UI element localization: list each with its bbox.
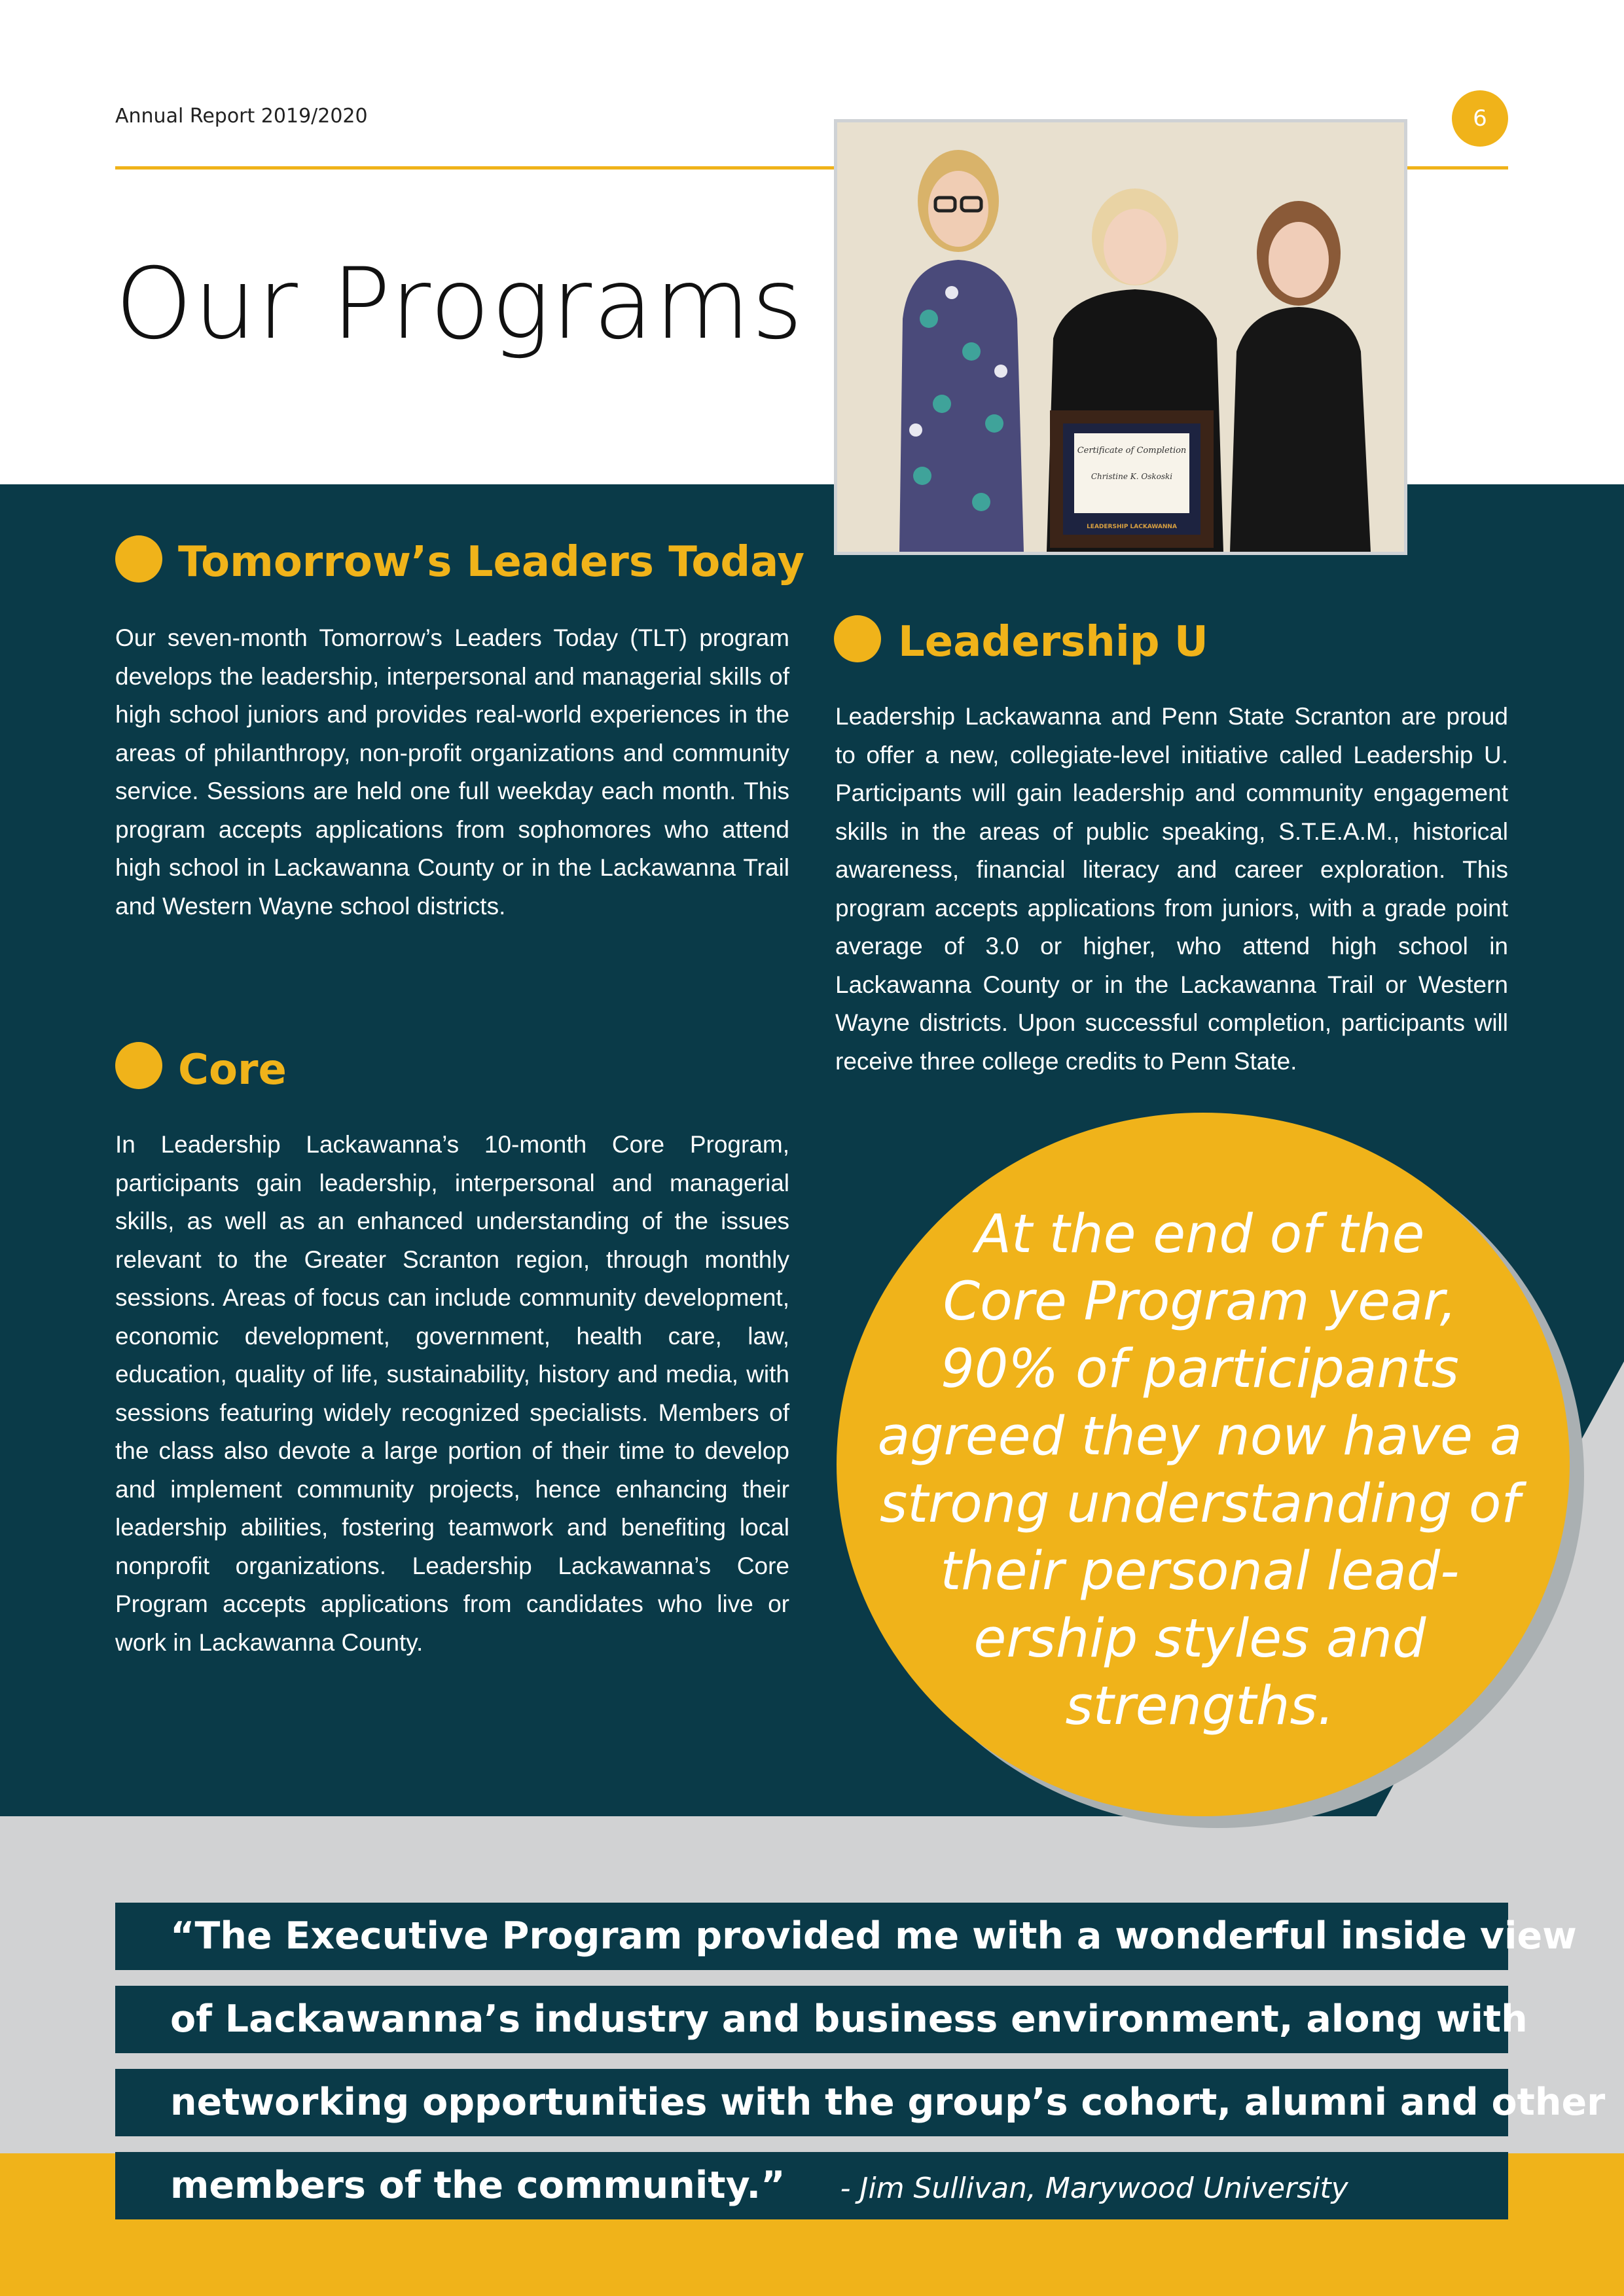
header-rule-left <box>115 166 835 170</box>
quote-attribution: - Jim Sullivan, Marywood University <box>840 2172 1348 2205</box>
callout-line: their personal lead- <box>940 1541 1460 1602</box>
leadership-u-title: Leadership U <box>898 618 1208 666</box>
certificate-name: Christine K. Oskoski <box>1091 472 1173 481</box>
header-rule-right <box>1401 166 1508 170</box>
core-bullet <box>115 1042 162 1089</box>
leadership-u-bullet <box>834 615 881 662</box>
certificate-title: Certificate of Completion <box>1077 446 1187 456</box>
quote-line: networking opportunities with the group’s cohort, alumni and other <box>170 2081 1606 2124</box>
core-body: In Leadership Lackawanna’s 10-month Core Program, participants gain leadership, interpersonal and managerial skills, as well as an enhanced understanding of the issues relevant to the Greater Scranton region, through monthly sessions. Areas of focus can include community development, economic development, government, health care, law, education, quality of life, sustainability, history and media, with sessions featuring widely recognized specialists. Members of the class also devote a large portion of their time to develop and implement community projects, hence enhancing their leadership abilities, fostering teamwork and benefiting local nonprofit organizations. Leadership Lackawanna’s Core Program accepts applications from candidates who live or work in Lackawanna County. <box>115 1131 789 1656</box>
page-number <box>1452 90 1508 147</box>
leadership-u-body: Leadership Lackawanna and Penn State Scranton are proud to offer a new, collegiate-level initiative called Leadership U. Participants will gain leadership and community engagement skills in the areas of public speaking, S.T.E.A.M., historical awareness, financial literacy and career exploration. This program accepts applications from juniors, with a grade point average of 3.0 or higher, who attend high school in Lackawanna County or in the Lackawanna Trail or Western Wayne districts. Upon successful completion, participants will receive three college credits to Penn State. <box>835 703 1508 1075</box>
tlt-title: Tomorrow’s Leaders Today <box>178 538 805 586</box>
callout-line: strengths. <box>1065 1676 1335 1737</box>
callout-line: ership styles and <box>973 1608 1426 1670</box>
photo-illustration <box>837 122 1404 552</box>
certificate-org: LEADERSHIP LACKAWANNA <box>1087 524 1177 530</box>
quote-last-line <box>170 2152 1348 2222</box>
group-photo <box>834 119 1407 555</box>
callout-line: strong understanding of <box>880 1473 1520 1535</box>
page-number-text: 6 <box>1473 105 1487 132</box>
quote-line: “The Executive Program provided me with a wonderful inside view <box>170 1914 1577 1958</box>
callout-text <box>863 1201 1537 1740</box>
tlt-bullet <box>115 535 162 583</box>
callout-line: agreed they now have a <box>877 1406 1523 1467</box>
tlt-body: Our seven-month Tomorrow’s Leaders Today (TLT) program develops the leadership, interpersonal and managerial skills of high school juniors and provides real-world experiences in the areas of philanthropy, non-profit organizations and community service. Sessions are held one full weekday each month. This program accepts applications from sophomores who attend high school in Lackawanna County or in the Lackawanna Trail and Western Wayne school districts. <box>115 624 789 920</box>
quote-line: members of the community.” <box>170 2164 785 2207</box>
report-label: Annual Report 2019/2020 <box>115 105 368 128</box>
callout-line: 90% of participants <box>941 1338 1459 1400</box>
callout-line: At the end of the <box>975 1204 1425 1265</box>
page-title: Our Programs <box>115 247 804 361</box>
callout-line: Core Program year, <box>943 1271 1457 1333</box>
core-title: Core <box>178 1046 287 1094</box>
quote-line: of Lackawanna’s industry and business environment, along with <box>170 1998 1528 2041</box>
